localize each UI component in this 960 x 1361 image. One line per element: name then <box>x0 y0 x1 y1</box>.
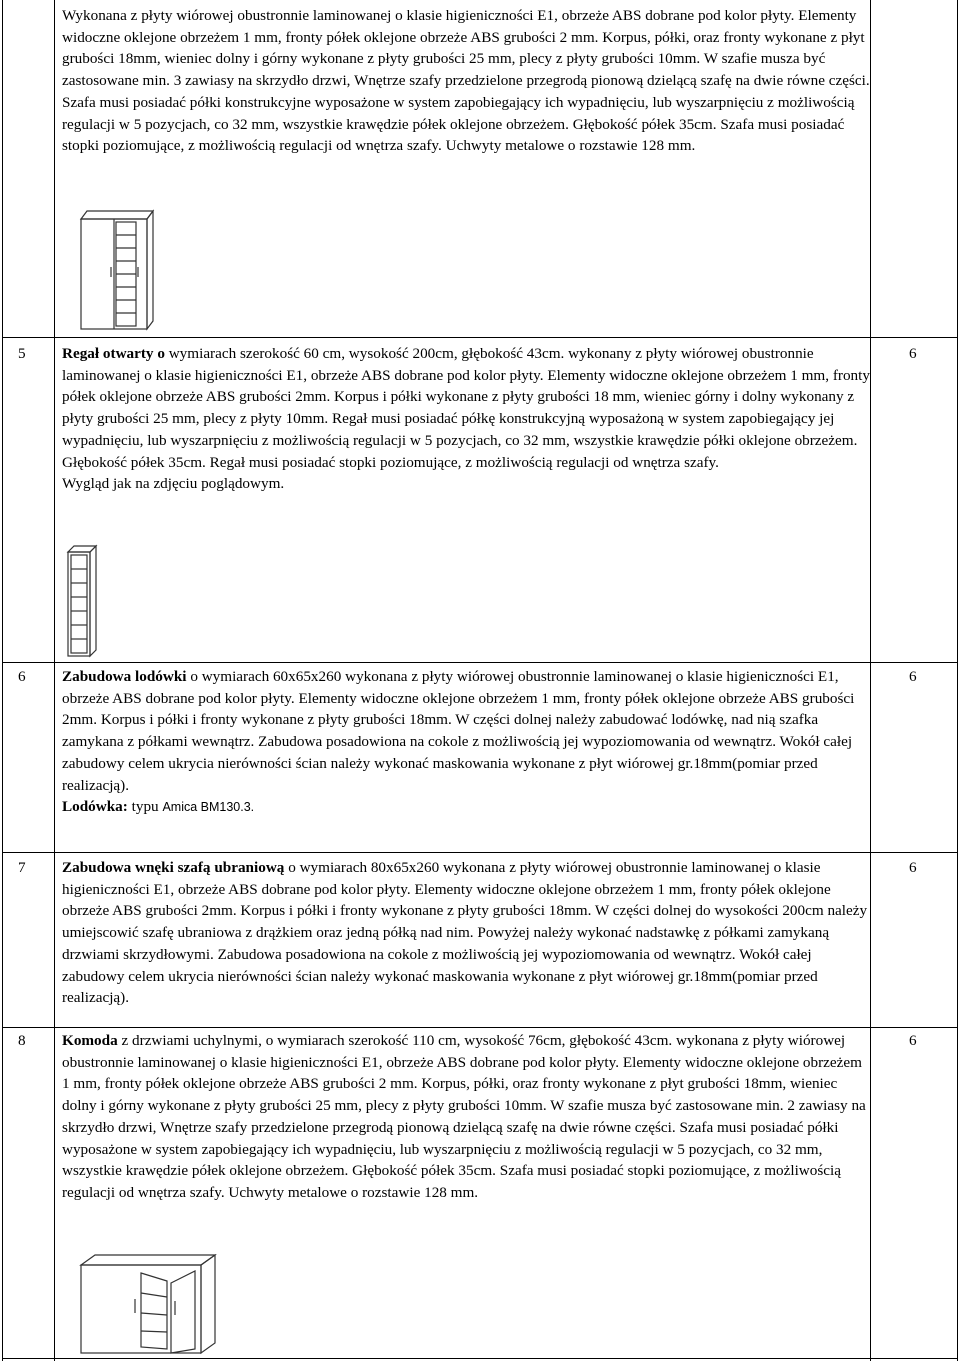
table-border-right <box>957 0 958 1361</box>
row-number: 6 <box>18 668 26 685</box>
row-divider <box>2 337 958 338</box>
item-title: Regał otwarty o <box>62 345 165 362</box>
item-description: o wymiarach 60x65x260 wykonana z płyty wiórowej obustronnie laminowanej o klasie higieniczności E1, obrzeże ABS dobrane pod kolor płyty. Elementy widoczne oklejone obrzeżem 1 mm, fronty półek oklejone obrzeże ABS grubości 2mm. Korpus i półki i fronty wykonane z płyty grubości 18mm. W części dolnej należy zabudować lodówkę, nad nią szafka zamykana z półkami wewnątrz. Zabudowa posadowiona na cokole z możliwością jej wypoziomowania od wewnątrz. Wokół całej zabudowy celem ukrycia nierówności ścian należy wykonać maskowania wykonane z płyt wiórowej gr.18mm(pomiar przed realizacją). <box>62 668 855 794</box>
item-note: Wygląd jak na zdjęciu poglądowym. <box>62 475 285 493</box>
table-row <box>62 1030 870 1204</box>
row-quantity: 6 <box>909 668 917 685</box>
table-row <box>62 666 870 819</box>
table-row <box>62 5 870 157</box>
row-divider <box>2 1027 958 1028</box>
row-number: 5 <box>18 345 26 362</box>
table-divider-number <box>54 0 55 1361</box>
fridge-label: Lodówka: <box>62 798 128 816</box>
wardrobe-description: Wykonana z płyty wiórowej obustronnie laminowanej o klasie higieniczności E1, obrzeże ABS dobrane pod kolor płyty. Elementy widoczne oklejone obrzeżem 1 mm, fronty półek oklejone obrzeże ABS grubości 2 mm. Korpus, półki, oraz fronty wykonane z płyt grubości 18mm, wieniec dolny i górny wykonane z płyty grubości 25 mm, plecy z płyty grubości 10mm. W szafie musza być zastosowane min. 3 zawiasy na skrzydło drzwi, Wnętrze szafy przedzielone przegrodą pionową dzielącą szafę na dwie równe części. Szafa musi posiadać półki konstrukcyjne wyposażone w system zapobiegający ich wypadnięciu, lub wyszarpnięciu z możliwością regulacji w 5 pozycjach, co 32 mm, wszystkie krawędzie półek oklejone obrzeżem. Głębokość półek 35cm. Szafa musi posiadać stopki poziomujące, z możliwością regulacji od wnętrza szafy. Uchwyty metalowe o rozstawie 128 mm. <box>62 7 870 155</box>
item-description: wymiarach szerokość 60 cm, wysokość 200cm, głębokość 43cm. wykonany z płyty wiórowej obustronnie laminowanej o klasie higieniczności E1, obrzeże ABS dobrane pod kolor płyty. Elementy widoczne oklejone obrzeżem 1 mm, fronty półek oklejone obrzeże ABS grubości 2mm. Korpus i półki wykonane z płyty grubości 18 mm, wieniec górny i dolny wykonany z płyty grubości 25 mm, plecy z płyty 10mm. Regał musi posiadać półkę konstrukcyjną wyposażoną w system zapobiegający jej wypadnięciu, lub wyszarpnięciu z możliwością regulacji w 5 pozycjach, co 32 mm, wszystkie krawędzie półki oklejone obrzeżem. Głębokość półek 35cm. Regał musi posiadać stopki poziomujące, z możliwością regulacji od wnętrza szafy. <box>62 345 870 471</box>
item-title: Komoda <box>62 1032 118 1049</box>
row-number: 7 <box>18 859 26 876</box>
fridge-type-word: typu <box>131 798 159 816</box>
table-border-left <box>2 0 3 1361</box>
row-number: 8 <box>18 1032 26 1049</box>
shelf-drawing <box>60 542 106 660</box>
fridge-model: Amica BM130.3. <box>162 800 255 815</box>
table-border-bottom <box>2 1358 958 1359</box>
row-quantity: 6 <box>909 345 917 362</box>
row-divider <box>2 662 958 663</box>
table-row <box>62 857 870 1009</box>
item-description: o wymiarach 80x65x260 wykonana z płyty wiórowej obustronnie laminowanej o klasie higieniczności E1, obrzeże ABS dobrane pod kolor płyty. Elementy widoczne oklejone obrzeżem 1 mm, fronty półek oklejone obrzeże ABS grubości 2mm. Korpus i półki i fronty wykonane z płyty grubości 18mm. W części dolnej do wysokości 200cm należy umiejscowić szafę ubraniowa z drążkiem oraz jedną półką nad nim. Powyżej należy wykonać nadstawkę z półkami zamykaną drzwiami skrzydłowymi. Zabudowa posadowiona na cokole z możliwością jej wypoziomowania od wewnątrz. Wokół całej zabudowy celem ukrycia nierówności ścian należy wykonać maskowania wykonane z płyt wiórowej gr.18mm(pomiar przed realizacją). <box>62 859 868 1007</box>
dresser-drawing <box>75 1253 225 1357</box>
wardrobe-drawing <box>75 205 157 333</box>
row-divider <box>2 852 958 853</box>
table-row <box>62 343 870 495</box>
item-description: z drzwiami uchylnymi, o wymiarach szerokość 110 cm, wysokość 76cm, głębokość 43cm. wykonana z płyty wiórowej obustronnie laminowanej o klasie higieniczności E1, obrzeże ABS dobrane pod kolor płyty. Elementy widoczne oklejone obrzeżem 1 mm, fronty półek oklejone obrzeże ABS grubości 2 mm. Korpus, półki, oraz fronty wykonane z płyt grubości 18mm, wieniec dolny i górny wykonane z płyty grubości 25 mm, plecy z płyty grubości 10mm. W szafie musza być zastosowane min. 2 zawiasy na skrzydło drzwi, Wnętrze szafy przedzielone przegrodą pionową dzielącą szafę na dwie równe części. Szafa musi posiadać półki wyposażone w system zapobiegający ich wypadnięciu, lub wyszarpnięciu z możliwością regulacji w 5 pozycjach, co 32 mm, wszystkie krawędzie półek oklejone obrzeżem. Głębokość półek 35cm. Szafa musi posiadać stopki poziomujące, z możliwością regulacji od wnętrza szafy. Uchwyty metalowe o rozstawie 128 mm. <box>62 1032 866 1201</box>
table-divider-quantity <box>870 0 871 1361</box>
item-title: Zabudowa lodówki <box>62 668 187 685</box>
row-quantity: 6 <box>909 859 917 876</box>
item-title: Zabudowa wnęki szafą ubraniową <box>62 859 285 876</box>
row-quantity: 6 <box>909 1032 917 1049</box>
